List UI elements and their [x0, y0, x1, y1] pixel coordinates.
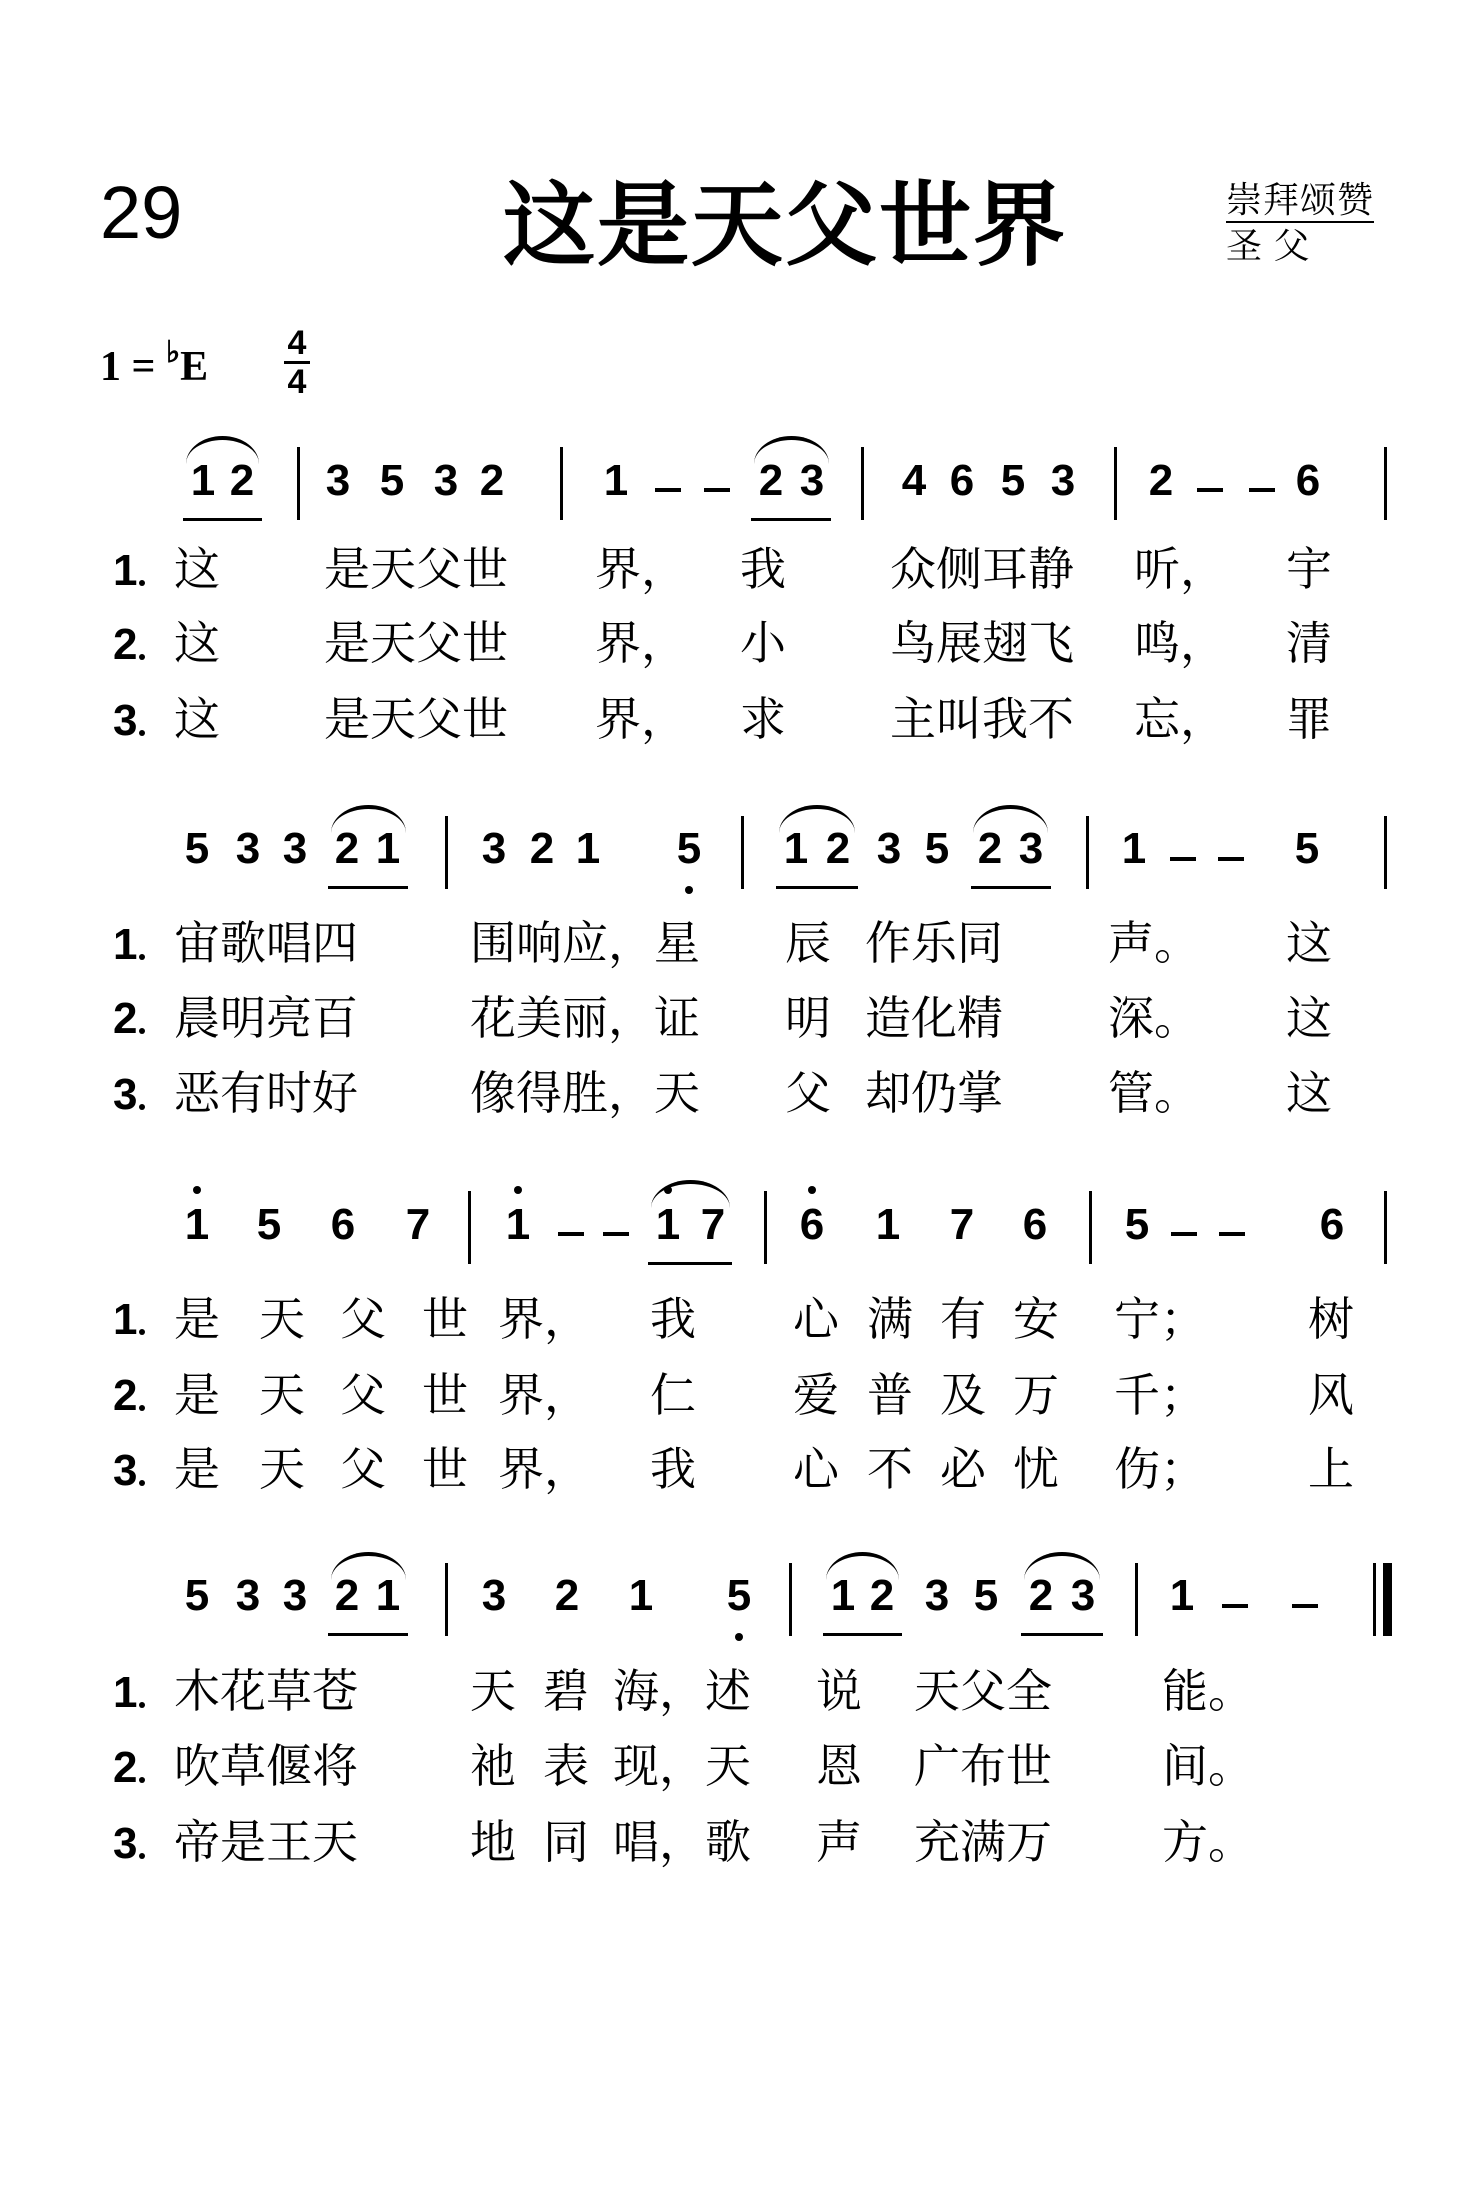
lyric-syllable: 晨明亮百	[174, 991, 358, 1045]
lyric-syllable: 管。	[1108, 1066, 1200, 1120]
slur-arc	[754, 436, 829, 464]
lyric-syllable: 围响应，星	[470, 916, 700, 970]
note-extension-dash	[1171, 1232, 1197, 1236]
slur-arc	[973, 805, 1048, 833]
lyric-syllable: 是	[174, 1368, 220, 1422]
high-octave-dot	[193, 1186, 201, 1194]
note: 4	[901, 456, 927, 505]
key-prefix: 1 =	[100, 344, 166, 390]
lyric-syllable: 恩	[816, 1739, 862, 1793]
note: 1	[783, 824, 809, 873]
verse-number-dot	[139, 1480, 145, 1486]
note: 2	[869, 1571, 895, 1620]
note: 3	[799, 456, 825, 505]
note: 2	[479, 456, 505, 505]
verse-number-dot	[139, 1329, 145, 1335]
lyric-syllable: 宁；	[1114, 1292, 1206, 1346]
lyric-syllable: 是天父世	[324, 542, 508, 596]
lyric-syllable: 宙歌唱四	[174, 916, 358, 970]
note-extension-dash	[1249, 488, 1275, 492]
note: 2	[554, 1571, 580, 1620]
slur-arc	[779, 805, 855, 833]
note: 3	[235, 1571, 261, 1620]
lyric-syllable: 说	[816, 1664, 862, 1718]
lyric-syllable: 恶有时好	[174, 1066, 358, 1120]
lyric-syllable: 充满万	[914, 1815, 1052, 1869]
lyric-syllable: 父	[340, 1292, 386, 1346]
note: 1	[575, 824, 601, 873]
lyric-syllable: 罪	[1286, 692, 1332, 746]
note: 3	[481, 1571, 507, 1620]
note: 3	[876, 824, 902, 873]
verse-number: 2	[113, 994, 138, 1043]
verse-number: 2	[113, 1371, 138, 1420]
lyric-syllable: 造化精	[865, 991, 1003, 1045]
beat-underline	[751, 518, 831, 521]
note: 3	[282, 824, 308, 873]
note: 6	[799, 1200, 825, 1249]
note: 2	[334, 824, 360, 873]
barline	[1384, 1191, 1387, 1264]
lyric-syllable: 作乐同	[865, 916, 1003, 970]
lyric-syllable: 像得胜，天	[470, 1066, 700, 1120]
verse-number-dot	[139, 730, 145, 736]
note: 2	[758, 456, 784, 505]
note-extension-dash	[1218, 857, 1244, 861]
lyric-syllable: 万	[1013, 1368, 1059, 1422]
barline	[1384, 447, 1387, 520]
barline	[560, 447, 563, 520]
note: 1	[505, 1200, 531, 1249]
beat-underline	[648, 1262, 732, 1265]
note: 1	[655, 1200, 681, 1249]
note-extension-dash	[1170, 857, 1196, 861]
lyric-syllable: 树	[1308, 1292, 1354, 1346]
beat-underline	[328, 1633, 408, 1636]
barline	[445, 816, 448, 889]
note: 1	[190, 456, 216, 505]
lyric-syllable: 祂	[470, 1739, 516, 1793]
note: 5	[726, 1571, 752, 1620]
key-signature	[100, 338, 208, 388]
barline	[297, 447, 300, 520]
lyric-syllable: 表	[543, 1739, 589, 1793]
note: 7	[405, 1200, 431, 1249]
verse-number: 1	[113, 1668, 138, 1717]
barline	[1086, 816, 1089, 889]
note: 1	[1169, 1571, 1195, 1620]
lyric-syllable: 明	[785, 991, 831, 1045]
beat-underline	[183, 518, 262, 521]
note: 2	[529, 824, 555, 873]
verse-number-dot	[139, 654, 145, 660]
lyric-syllable: 天	[259, 1442, 305, 1496]
note-extension-dash	[558, 1232, 584, 1236]
beat-underline	[1021, 1633, 1103, 1636]
lyric-syllable: 是天父世	[324, 616, 508, 670]
lyric-syllable: 主叫我不	[890, 692, 1074, 746]
lyric-syllable: 这	[1286, 991, 1332, 1045]
lyric-syllable: 声。	[1108, 916, 1200, 970]
time-signature-top: 4	[287, 324, 307, 362]
lyric-syllable: 碧	[543, 1664, 589, 1718]
high-octave-dot	[514, 1186, 522, 1194]
lyric-syllable: 世	[422, 1368, 468, 1422]
lyric-syllable: 我	[650, 1442, 696, 1496]
verse-number-dot	[139, 1777, 145, 1783]
lyric-syllable: 鸣，	[1134, 616, 1226, 670]
slur-arc	[331, 805, 406, 833]
barline	[741, 816, 744, 889]
verse-number: 3	[113, 1819, 138, 1868]
lyric-syllable: 声	[816, 1815, 862, 1869]
lyric-syllable: 心	[793, 1292, 839, 1346]
lyric-syllable: 同	[543, 1815, 589, 1869]
lyric-syllable: 心	[793, 1442, 839, 1496]
note: 3	[325, 456, 351, 505]
lyric-syllable: 这	[174, 616, 220, 670]
note: 2	[1028, 1571, 1054, 1620]
lyric-syllable: 能。	[1162, 1664, 1254, 1718]
lyric-syllable: 天父全	[914, 1664, 1052, 1718]
barline	[1384, 816, 1387, 889]
note: 3	[924, 1571, 950, 1620]
note: 5	[256, 1200, 282, 1249]
lyric-syllable: 辰	[785, 916, 831, 970]
verse-number: 1	[113, 1295, 138, 1344]
note: 2	[334, 1571, 360, 1620]
note: 2	[1148, 456, 1174, 505]
note-extension-dash	[704, 488, 730, 492]
note: 2	[977, 824, 1003, 873]
key-note: E	[180, 344, 209, 390]
verse-number-dot	[139, 580, 145, 586]
lyric-syllable: 及	[940, 1368, 986, 1422]
note: 5	[379, 456, 405, 505]
lyric-syllable: 千；	[1114, 1368, 1206, 1422]
barline	[861, 447, 864, 520]
note: 1	[830, 1571, 856, 1620]
note: 6	[330, 1200, 356, 1249]
lyric-syllable: 清	[1286, 616, 1332, 670]
barline	[445, 1563, 448, 1636]
hymn-title: 这是天父世界	[502, 172, 1067, 279]
note: 1	[628, 1571, 654, 1620]
verse-number: 3	[113, 696, 138, 745]
lyric-syllable: 界，	[595, 616, 687, 670]
verse-number: 2	[113, 1743, 138, 1792]
note: 3	[1070, 1571, 1096, 1620]
lyric-syllable: 有	[940, 1292, 986, 1346]
verse-number-dot	[139, 1853, 145, 1859]
verse-number: 3	[113, 1446, 138, 1495]
note: 1	[875, 1200, 901, 1249]
lyric-syllable: 木花草苍	[174, 1664, 358, 1718]
lyric-syllable: 界，	[498, 1442, 590, 1496]
lyric-syllable: 花美丽，证	[470, 991, 700, 1045]
note: 2	[229, 456, 255, 505]
beat-underline	[776, 886, 858, 889]
lyric-syllable: 地	[470, 1815, 516, 1869]
lyric-syllable: 这	[174, 542, 220, 596]
verse-number-dot	[139, 1104, 145, 1110]
lyric-syllable: 界，	[498, 1292, 590, 1346]
slur-arc	[1024, 1552, 1100, 1580]
barline	[468, 1191, 471, 1264]
lyric-syllable: 伤；	[1114, 1442, 1206, 1496]
barline	[789, 1563, 792, 1636]
lyric-syllable: 天	[259, 1292, 305, 1346]
note: 7	[949, 1200, 975, 1249]
note: 3	[481, 824, 507, 873]
note-extension-dash	[603, 1232, 629, 1236]
lyric-syllable: 这	[174, 692, 220, 746]
lyric-syllable: 宇	[1286, 542, 1332, 596]
note: 5	[1294, 824, 1320, 873]
lyric-syllable: 界，	[498, 1368, 590, 1422]
note: 3	[433, 456, 459, 505]
lyric-syllable: 父	[785, 1066, 831, 1120]
lyric-syllable: 父	[340, 1368, 386, 1422]
lyric-syllable: 是	[174, 1442, 220, 1496]
beat-underline	[823, 1633, 902, 1636]
lyric-syllable: 安	[1013, 1292, 1059, 1346]
lyric-syllable: 吹草偃将	[174, 1739, 358, 1793]
lyric-syllable: 小	[740, 616, 786, 670]
note-extension-dash	[1219, 1232, 1245, 1236]
note: 7	[700, 1200, 726, 1249]
barline	[764, 1191, 767, 1264]
low-octave-dot	[685, 886, 693, 894]
lyric-syllable: 天	[470, 1664, 516, 1718]
lyric-syllable: 是天父世	[324, 692, 508, 746]
note: 3	[282, 1571, 308, 1620]
lyric-syllable: 深。	[1108, 991, 1200, 1045]
barline	[1135, 1563, 1138, 1636]
note-extension-dash	[655, 488, 681, 492]
verse-number: 3	[113, 1070, 138, 1119]
note: 5	[1000, 456, 1026, 505]
lyric-syllable: 界，	[595, 692, 687, 746]
time-signature-bottom: 4	[287, 363, 307, 401]
lyric-syllable: 满	[867, 1292, 913, 1346]
lyric-syllable: 忘，	[1134, 692, 1226, 746]
note: 1	[603, 456, 629, 505]
lyric-syllable: 必	[940, 1442, 986, 1496]
note: 5	[924, 824, 950, 873]
lyric-syllable: 求	[740, 692, 786, 746]
note: 6	[1022, 1200, 1048, 1249]
lyric-syllable: 这	[1286, 1066, 1332, 1120]
note-extension-dash	[1222, 1604, 1248, 1608]
lyric-syllable: 间。	[1162, 1739, 1254, 1793]
note: 1	[1121, 824, 1147, 873]
hymn-author	[1226, 226, 1386, 267]
note: 3	[1018, 824, 1044, 873]
lyric-syllable: 这	[1286, 916, 1332, 970]
lyric-syllable: 广布世	[914, 1739, 1052, 1793]
lyric-syllable: 世	[422, 1442, 468, 1496]
verse-number: 2	[113, 620, 138, 669]
lyric-syllable: 世	[422, 1292, 468, 1346]
verse-number: 1	[113, 546, 138, 595]
lyric-syllable: 现，天	[613, 1739, 751, 1793]
lyric-syllable: 父	[340, 1442, 386, 1496]
lyric-syllable: 唱，歌	[613, 1815, 751, 1869]
note: 5	[1124, 1200, 1150, 1249]
lyric-syllable: 忧	[1013, 1442, 1059, 1496]
slur-arc	[186, 436, 259, 464]
note: 6	[1295, 456, 1321, 505]
note: 6	[949, 456, 975, 505]
note: 6	[1319, 1200, 1345, 1249]
slur-arc	[331, 1552, 406, 1580]
flat-sign: ♭	[165, 336, 181, 369]
slur-arc	[651, 1180, 730, 1208]
hymn-category: 崇拜颂赞	[1226, 180, 1374, 223]
note: 1	[375, 824, 401, 873]
lyric-syllable: 却仍掌	[865, 1066, 1003, 1120]
note-extension-dash	[1292, 1604, 1318, 1608]
note: 1	[375, 1571, 401, 1620]
note: 2	[825, 824, 851, 873]
lyric-syllable: 天	[259, 1368, 305, 1422]
barline	[1114, 447, 1117, 520]
note: 5	[184, 1571, 210, 1620]
lyric-syllable: 是	[174, 1292, 220, 1346]
hymn-number: 29	[100, 171, 183, 254]
beat-underline	[971, 886, 1051, 889]
lyric-syllable: 风	[1308, 1368, 1354, 1422]
lyric-syllable: 不	[867, 1442, 913, 1496]
hymn-author-text: 圣 父	[1226, 226, 1310, 267]
final-barline-thin	[1373, 1563, 1376, 1636]
note: 1	[184, 1200, 210, 1249]
lyric-syllable: 方。	[1162, 1815, 1254, 1869]
verse-number-dot	[139, 1702, 145, 1708]
lyric-syllable: 界，	[595, 542, 687, 596]
verse-number-dot	[139, 1028, 145, 1034]
final-barline-thick	[1383, 1563, 1392, 1636]
lyric-syllable: 仁	[650, 1368, 696, 1422]
note: 3	[1050, 456, 1076, 505]
slur-arc	[826, 1552, 899, 1580]
lyric-syllable: 海，述	[613, 1664, 751, 1718]
verse-number-dot	[139, 954, 145, 960]
note: 5	[184, 824, 210, 873]
lyric-syllable: 听，	[1134, 542, 1226, 596]
lyric-syllable: 爱	[793, 1368, 839, 1422]
barline	[1089, 1191, 1092, 1264]
note: 5	[676, 824, 702, 873]
note: 5	[973, 1571, 999, 1620]
high-octave-dot	[808, 1186, 816, 1194]
low-octave-dot	[735, 1633, 743, 1641]
note: 3	[235, 824, 261, 873]
note-extension-dash	[1197, 488, 1223, 492]
beat-underline	[328, 886, 408, 889]
verse-number-dot	[139, 1405, 145, 1411]
lyric-syllable: 鸟展翅飞	[890, 616, 1074, 670]
lyric-syllable: 我	[650, 1292, 696, 1346]
lyric-syllable: 普	[867, 1368, 913, 1422]
lyric-syllable: 众侧耳静	[890, 542, 1074, 596]
lyric-syllable: 帝是王天	[174, 1815, 358, 1869]
lyric-syllable: 上	[1308, 1442, 1354, 1496]
time-signature	[284, 326, 310, 399]
verse-number: 1	[113, 920, 138, 969]
lyric-syllable: 我	[740, 542, 786, 596]
